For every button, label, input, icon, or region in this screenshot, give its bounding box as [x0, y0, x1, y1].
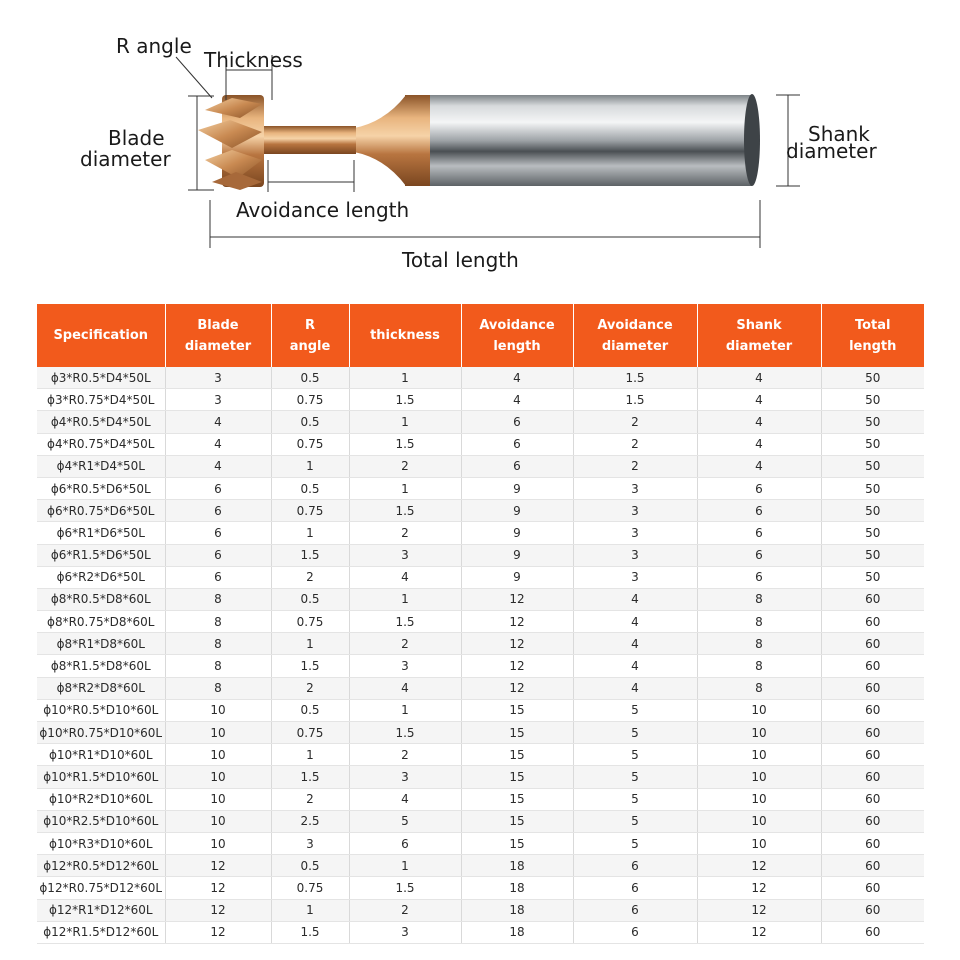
value-cell: 2	[271, 677, 349, 699]
value-cell: 3	[573, 477, 697, 499]
value-cell: 8	[165, 588, 271, 610]
column-header-text: diameter	[725, 338, 793, 354]
shank	[428, 95, 756, 186]
value-cell: 10	[697, 832, 821, 854]
value-cell: 10	[165, 832, 271, 854]
table-row	[37, 788, 924, 810]
spec-cell: ϕ10*R0.5*D10*60L	[37, 699, 165, 721]
value-cell: 3	[573, 500, 697, 522]
value-cell: 6	[573, 899, 697, 921]
value-cell: 10	[697, 699, 821, 721]
spec-cell: ϕ10*R1.5*D10*60L	[37, 766, 165, 788]
table-row	[37, 832, 924, 854]
value-cell: 6	[165, 544, 271, 566]
value-cell: 50	[821, 500, 924, 522]
column-header	[271, 304, 349, 367]
value-cell: 50	[821, 455, 924, 477]
value-cell: 5	[573, 722, 697, 744]
value-cell: 6	[165, 566, 271, 588]
value-cell: 15	[461, 722, 573, 744]
value-cell: 3	[349, 766, 461, 788]
value-cell: 3	[573, 566, 697, 588]
spec-cell: ϕ8*R0.5*D8*60L	[37, 588, 165, 610]
table-row	[37, 722, 924, 744]
value-cell: 12	[697, 877, 821, 899]
value-cell: 10	[697, 810, 821, 832]
table-row	[37, 411, 924, 433]
value-cell: 1.5	[349, 389, 461, 411]
value-cell: 60	[821, 832, 924, 854]
table-row	[37, 899, 924, 921]
value-cell: 1.5	[349, 500, 461, 522]
table-row	[37, 655, 924, 677]
value-cell: 5	[573, 810, 697, 832]
value-cell: 60	[821, 722, 924, 744]
spec-cell: ϕ10*R0.75*D10*60L	[37, 722, 165, 744]
value-cell: 4	[573, 633, 697, 655]
value-cell: 60	[821, 655, 924, 677]
value-cell: 60	[821, 744, 924, 766]
table-row	[37, 389, 924, 411]
value-cell: 1.5	[271, 544, 349, 566]
shank-end	[744, 94, 760, 186]
value-cell: 0.75	[271, 722, 349, 744]
value-cell: 60	[821, 810, 924, 832]
blade-diameter-label-line1: Blade	[108, 126, 165, 150]
value-cell: 0.75	[271, 500, 349, 522]
spec-cell: ϕ3*R0.75*D4*50L	[37, 389, 165, 411]
spec-cell: ϕ12*R0.5*D12*60L	[37, 855, 165, 877]
taper	[354, 95, 406, 186]
table-row	[37, 877, 924, 899]
value-cell: 60	[821, 611, 924, 633]
spec-cell: ϕ4*R1*D4*50L	[37, 455, 165, 477]
value-cell: 60	[821, 699, 924, 721]
spec-cell: ϕ8*R1*D8*60L	[37, 633, 165, 655]
value-cell: 60	[821, 855, 924, 877]
value-cell: 2	[573, 455, 697, 477]
specification-table	[37, 304, 924, 944]
value-cell: 0.5	[271, 367, 349, 389]
value-cell: 15	[461, 788, 573, 810]
value-cell: 6	[573, 855, 697, 877]
value-cell: 3	[165, 367, 271, 389]
spec-cell: ϕ8*R1.5*D8*60L	[37, 655, 165, 677]
shank-diameter-label-line2: diameter	[786, 139, 877, 163]
value-cell: 1	[271, 744, 349, 766]
value-cell: 9	[461, 477, 573, 499]
column-header-text: length	[493, 338, 541, 354]
value-cell: 10	[165, 699, 271, 721]
value-cell: 4	[573, 588, 697, 610]
value-cell: 10	[697, 788, 821, 810]
value-cell: 4	[697, 389, 821, 411]
value-cell: 1.5	[573, 389, 697, 411]
value-cell: 15	[461, 810, 573, 832]
value-cell: 1	[271, 633, 349, 655]
column-header-text: R	[304, 317, 315, 333]
spec-cell: ϕ8*R2*D8*60L	[37, 677, 165, 699]
value-cell: 50	[821, 389, 924, 411]
value-cell: 60	[821, 677, 924, 699]
value-cell: 8	[165, 677, 271, 699]
spec-cell: ϕ4*R0.75*D4*50L	[37, 433, 165, 455]
value-cell: 10	[165, 766, 271, 788]
value-cell: 60	[821, 788, 924, 810]
spec-cell: ϕ10*R2.5*D10*60L	[37, 810, 165, 832]
value-cell: 50	[821, 477, 924, 499]
table-row	[37, 522, 924, 544]
value-cell: 4	[165, 433, 271, 455]
value-cell: 9	[461, 566, 573, 588]
value-cell: 3	[349, 655, 461, 677]
collar	[405, 95, 430, 186]
value-cell: 10	[697, 744, 821, 766]
value-cell: 50	[821, 411, 924, 433]
value-cell: 4	[573, 611, 697, 633]
value-cell: 8	[165, 655, 271, 677]
spec-cell: ϕ6*R0.75*D6*50L	[37, 500, 165, 522]
table-row	[37, 677, 924, 699]
value-cell: 1.5	[349, 433, 461, 455]
value-cell: 1.5	[349, 722, 461, 744]
total-length-label: Total length	[402, 248, 519, 272]
table-row	[37, 477, 924, 499]
value-cell: 4	[697, 455, 821, 477]
value-cell: 4	[697, 411, 821, 433]
value-cell: 4	[461, 389, 573, 411]
value-cell: 6	[573, 877, 697, 899]
value-cell: 0.5	[271, 588, 349, 610]
value-cell: 18	[461, 921, 573, 943]
value-cell: 15	[461, 699, 573, 721]
value-cell: 12	[165, 877, 271, 899]
shank-diameter-label-line1: Shank	[808, 122, 870, 146]
value-cell: 3	[573, 544, 697, 566]
value-cell: 4	[349, 788, 461, 810]
value-cell: 60	[821, 588, 924, 610]
value-cell: 2	[349, 899, 461, 921]
value-cell: 5	[573, 766, 697, 788]
value-cell: 0.5	[271, 411, 349, 433]
spec-cell: ϕ12*R0.75*D12*60L	[37, 877, 165, 899]
value-cell: 6	[461, 433, 573, 455]
thickness-label: Thickness	[204, 48, 303, 72]
column-header	[165, 304, 271, 367]
value-cell: 4	[349, 677, 461, 699]
value-cell: 5	[573, 699, 697, 721]
neck	[262, 126, 356, 154]
value-cell: 15	[461, 832, 573, 854]
value-cell: 50	[821, 522, 924, 544]
value-cell: 1.5	[573, 367, 697, 389]
value-cell: 6	[697, 477, 821, 499]
table-row	[37, 855, 924, 877]
spec-cell: ϕ6*R2*D6*50L	[37, 566, 165, 588]
value-cell: 4	[697, 367, 821, 389]
value-cell: 50	[821, 433, 924, 455]
value-cell: 12	[165, 899, 271, 921]
value-cell: 8	[165, 611, 271, 633]
spec-cell: ϕ12*R1.5*D12*60L	[37, 921, 165, 943]
value-cell: 6	[573, 921, 697, 943]
value-cell: 12	[697, 855, 821, 877]
value-cell: 1.5	[349, 877, 461, 899]
value-cell: 5	[573, 788, 697, 810]
spec-cell: ϕ6*R1*D6*50L	[37, 522, 165, 544]
value-cell: 1	[349, 855, 461, 877]
r-angle-label: R angle	[116, 34, 192, 58]
column-header-text: Blade	[197, 317, 239, 333]
value-cell: 5	[573, 744, 697, 766]
value-cell: 12	[697, 921, 821, 943]
value-cell: 4	[165, 411, 271, 433]
column-header	[37, 304, 165, 367]
value-cell: 0.75	[271, 389, 349, 411]
table-row	[37, 566, 924, 588]
value-cell: 10	[165, 744, 271, 766]
value-cell: 9	[461, 544, 573, 566]
table-row	[37, 810, 924, 832]
column-header	[697, 304, 821, 367]
value-cell: 8	[697, 633, 821, 655]
value-cell: 4	[461, 367, 573, 389]
value-cell: 15	[461, 744, 573, 766]
spec-cell: ϕ10*R1*D10*60L	[37, 744, 165, 766]
value-cell: 6	[165, 500, 271, 522]
column-header-text: Total	[854, 317, 891, 333]
value-cell: 1	[271, 455, 349, 477]
value-cell: 3	[573, 522, 697, 544]
value-cell: 0.5	[271, 477, 349, 499]
value-cell: 2	[271, 566, 349, 588]
value-cell: 1	[271, 522, 349, 544]
value-cell: 1	[349, 588, 461, 610]
column-header-text: Avoidance	[597, 317, 673, 333]
column-header	[821, 304, 924, 367]
value-cell: 10	[697, 766, 821, 788]
column-header-text: Shank	[736, 317, 782, 333]
value-cell: 2	[573, 433, 697, 455]
table-row	[37, 766, 924, 788]
value-cell: 50	[821, 367, 924, 389]
value-cell: 6	[461, 411, 573, 433]
value-cell: 8	[697, 588, 821, 610]
spec-cell: ϕ12*R1*D12*60L	[37, 899, 165, 921]
column-header-text: angle	[289, 338, 331, 354]
spec-cell: ϕ3*R0.5*D4*50L	[37, 367, 165, 389]
spec-cell: ϕ10*R2*D10*60L	[37, 788, 165, 810]
value-cell: 6	[165, 477, 271, 499]
value-cell: 6	[461, 455, 573, 477]
table-row	[37, 611, 924, 633]
value-cell: 6	[697, 544, 821, 566]
value-cell: 6	[697, 500, 821, 522]
column-header-text: Specification	[53, 328, 149, 343]
value-cell: 1.5	[271, 766, 349, 788]
header-row	[37, 304, 924, 367]
value-cell: 60	[821, 877, 924, 899]
value-cell: 3	[349, 921, 461, 943]
value-cell: 10	[165, 788, 271, 810]
value-cell: 15	[461, 766, 573, 788]
value-cell: 8	[697, 611, 821, 633]
value-cell: 50	[821, 544, 924, 566]
value-cell: 12	[697, 899, 821, 921]
value-cell: 0.75	[271, 433, 349, 455]
value-cell: 6	[697, 522, 821, 544]
value-cell: 3	[349, 544, 461, 566]
value-cell: 10	[697, 722, 821, 744]
value-cell: 10	[165, 810, 271, 832]
value-cell: 0.75	[271, 611, 349, 633]
table-body	[37, 367, 924, 943]
table-row	[37, 433, 924, 455]
value-cell: 2	[271, 788, 349, 810]
value-cell: 1	[349, 411, 461, 433]
table-row	[37, 633, 924, 655]
value-cell: 1.5	[271, 655, 349, 677]
value-cell: 4	[165, 455, 271, 477]
table-row	[37, 921, 924, 943]
column-header	[349, 304, 461, 367]
value-cell: 9	[461, 500, 573, 522]
value-cell: 1	[349, 367, 461, 389]
column-header-text: diameter	[601, 338, 669, 354]
spec-cell: ϕ10*R3*D10*60L	[37, 832, 165, 854]
value-cell: 18	[461, 855, 573, 877]
value-cell: 10	[165, 722, 271, 744]
value-cell: 12	[461, 633, 573, 655]
blade-diameter-label-line2: diameter	[80, 147, 171, 171]
column-header	[573, 304, 697, 367]
value-cell: 4	[573, 677, 697, 699]
value-cell: 5	[349, 810, 461, 832]
value-cell: 18	[461, 877, 573, 899]
table-row	[37, 588, 924, 610]
value-cell: 5	[573, 832, 697, 854]
value-cell: 60	[821, 766, 924, 788]
value-cell: 8	[697, 677, 821, 699]
table-row	[37, 455, 924, 477]
value-cell: 2	[349, 455, 461, 477]
value-cell: 4	[349, 566, 461, 588]
value-cell: 0.75	[271, 877, 349, 899]
table-header	[37, 304, 924, 367]
column-header-text: length	[849, 338, 897, 354]
value-cell: 50	[821, 566, 924, 588]
value-cell: 2	[349, 744, 461, 766]
table-row	[37, 699, 924, 721]
tool-diagram	[0, 0, 960, 290]
value-cell: 2	[349, 522, 461, 544]
table-row	[37, 744, 924, 766]
table-row	[37, 367, 924, 389]
value-cell: 8	[697, 655, 821, 677]
value-cell: 0.5	[271, 699, 349, 721]
table-row	[37, 500, 924, 522]
value-cell: 12	[165, 855, 271, 877]
value-cell: 12	[165, 921, 271, 943]
value-cell: 1.5	[349, 611, 461, 633]
avoidance-length-label: Avoidance length	[236, 198, 410, 222]
value-cell: 18	[461, 899, 573, 921]
spec-cell: ϕ6*R1.5*D6*50L	[37, 544, 165, 566]
value-cell: 2	[349, 633, 461, 655]
value-cell: 12	[461, 655, 573, 677]
spec-cell: ϕ6*R0.5*D6*50L	[37, 477, 165, 499]
value-cell: 12	[461, 611, 573, 633]
column-header-text: thickness	[370, 328, 440, 343]
value-cell: 12	[461, 588, 573, 610]
column-header	[461, 304, 573, 367]
value-cell: 3	[165, 389, 271, 411]
value-cell: 2	[573, 411, 697, 433]
value-cell: 6	[165, 522, 271, 544]
value-cell: 1	[271, 899, 349, 921]
column-header-text: Avoidance	[479, 317, 555, 333]
value-cell: 60	[821, 921, 924, 943]
value-cell: 60	[821, 633, 924, 655]
value-cell: 1	[349, 477, 461, 499]
value-cell: 9	[461, 522, 573, 544]
table-row	[37, 544, 924, 566]
value-cell: 4	[573, 655, 697, 677]
value-cell: 8	[165, 633, 271, 655]
value-cell: 6	[349, 832, 461, 854]
value-cell: 6	[697, 566, 821, 588]
value-cell: 1.5	[271, 921, 349, 943]
column-header-text: diameter	[184, 338, 252, 354]
value-cell: 60	[821, 899, 924, 921]
spec-cell: ϕ4*R0.5*D4*50L	[37, 411, 165, 433]
value-cell: 1	[349, 699, 461, 721]
value-cell: 3	[271, 832, 349, 854]
value-cell: 12	[461, 677, 573, 699]
value-cell: 2.5	[271, 810, 349, 832]
spec-cell: ϕ8*R0.75*D8*60L	[37, 611, 165, 633]
value-cell: 4	[697, 433, 821, 455]
value-cell: 0.5	[271, 855, 349, 877]
